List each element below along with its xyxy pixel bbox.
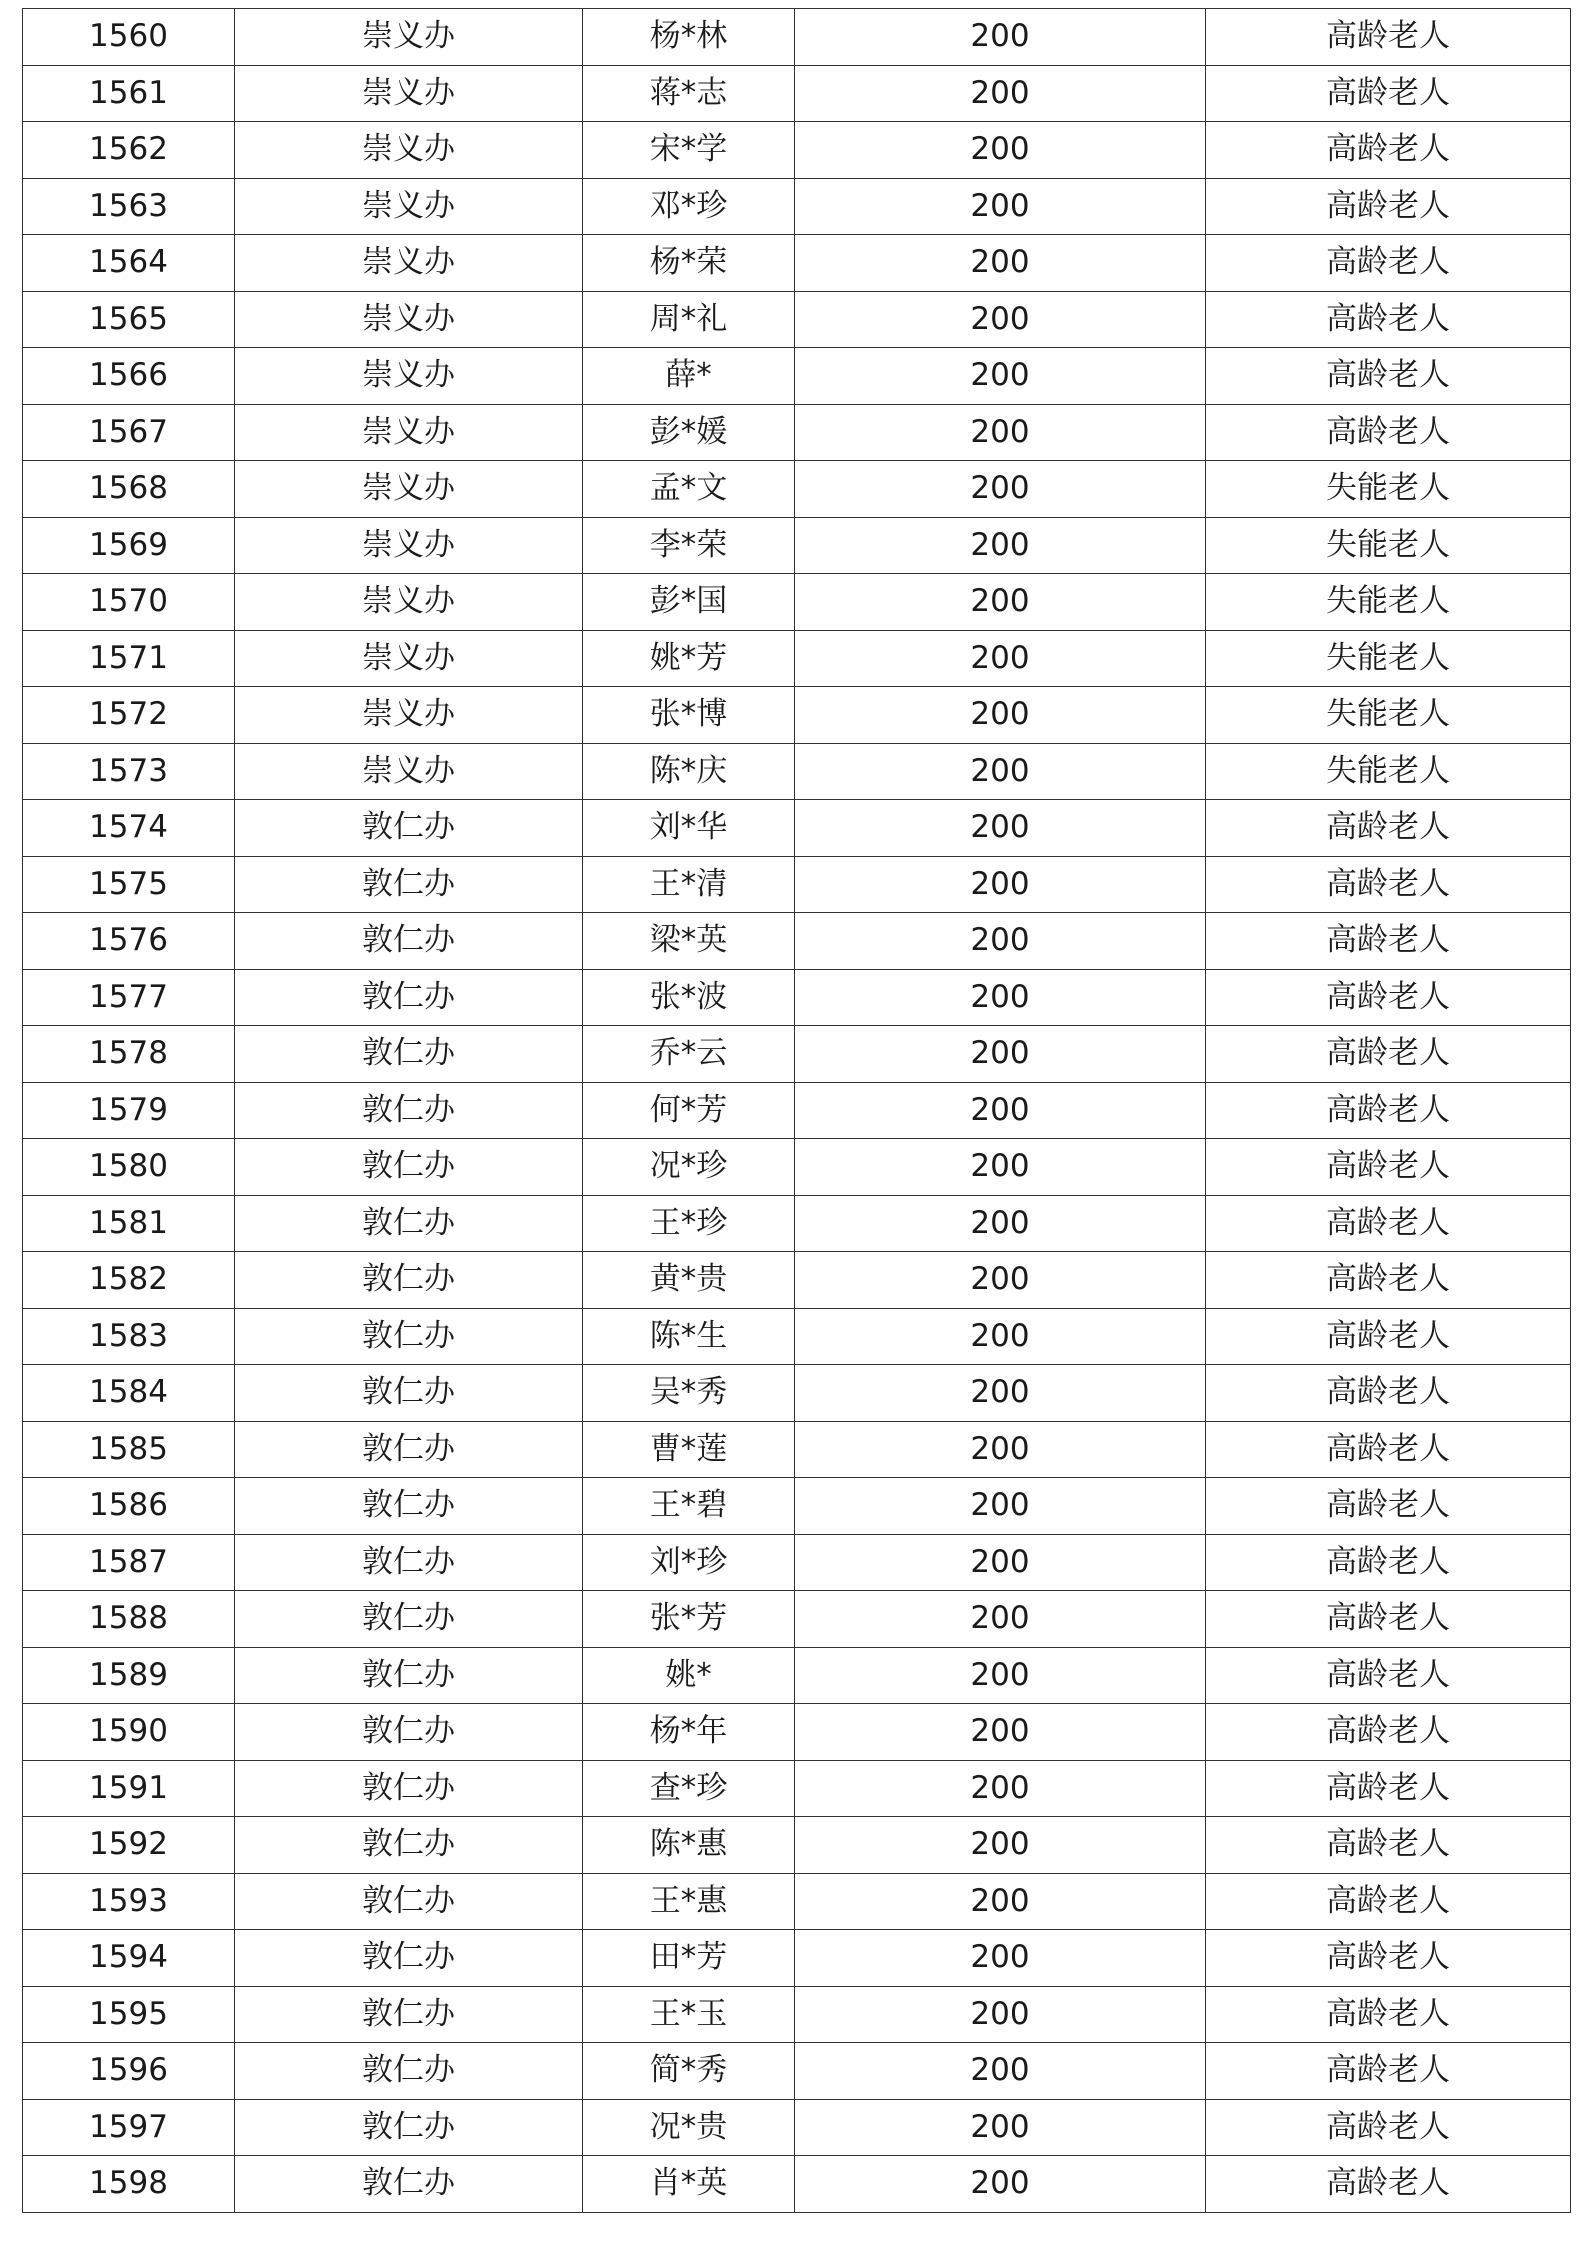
cell-person-name: 蒋*志 <box>583 65 795 122</box>
cell-serial-number: 1584 <box>23 1365 235 1422</box>
cell-amount: 200 <box>795 2156 1206 2213</box>
table-row <box>23 1704 1571 1761</box>
cell-person-name: 姚*芳 <box>583 630 795 687</box>
cell-serial-number: 1592 <box>23 1817 235 1874</box>
cell-serial-number: 1585 <box>23 1421 235 1478</box>
cell-serial-number: 1574 <box>23 800 235 857</box>
cell-person-name: 王*碧 <box>583 1478 795 1535</box>
cell-category: 高龄老人 <box>1206 2043 1571 2100</box>
cell-serial-number: 1572 <box>23 687 235 744</box>
cell-amount: 200 <box>795 517 1206 574</box>
table-row <box>23 574 1571 631</box>
cell-person-name: 薛* <box>583 348 795 405</box>
cell-office: 敦仁办 <box>235 1760 583 1817</box>
table-row <box>23 291 1571 348</box>
table-row <box>23 2099 1571 2156</box>
cell-person-name: 陈*惠 <box>583 1817 795 1874</box>
cell-category: 高龄老人 <box>1206 235 1571 292</box>
cell-serial-number: 1579 <box>23 1082 235 1139</box>
cell-category: 失能老人 <box>1206 517 1571 574</box>
cell-person-name: 黄*贵 <box>583 1252 795 1309</box>
cell-serial-number: 1565 <box>23 291 235 348</box>
cell-amount: 200 <box>795 1139 1206 1196</box>
cell-person-name: 吴*秀 <box>583 1365 795 1422</box>
table-row <box>23 1421 1571 1478</box>
cell-person-name: 彭*媛 <box>583 404 795 461</box>
cell-office: 崇义办 <box>235 630 583 687</box>
cell-office: 敦仁办 <box>235 2099 583 2156</box>
cell-serial-number: 1588 <box>23 1591 235 1648</box>
cell-serial-number: 1568 <box>23 461 235 518</box>
cell-amount: 200 <box>795 1930 1206 1987</box>
cell-person-name: 陈*生 <box>583 1308 795 1365</box>
cell-office: 敦仁办 <box>235 1195 583 1252</box>
cell-category: 高龄老人 <box>1206 2099 1571 2156</box>
cell-serial-number: 1563 <box>23 178 235 235</box>
table-row <box>23 1139 1571 1196</box>
table-row <box>23 1760 1571 1817</box>
cell-amount: 200 <box>795 1365 1206 1422</box>
cell-office: 敦仁办 <box>235 1139 583 1196</box>
cell-person-name: 刘*华 <box>583 800 795 857</box>
cell-office: 敦仁办 <box>235 1591 583 1648</box>
cell-amount: 200 <box>795 235 1206 292</box>
cell-office: 敦仁办 <box>235 856 583 913</box>
document-page <box>22 8 1570 2213</box>
cell-serial-number: 1586 <box>23 1478 235 1535</box>
cell-amount: 200 <box>795 178 1206 235</box>
cell-person-name: 宋*学 <box>583 122 795 179</box>
subsidy-roster-table <box>22 8 1571 2213</box>
table-row <box>23 1252 1571 1309</box>
cell-amount: 200 <box>795 630 1206 687</box>
table-row <box>23 743 1571 800</box>
cell-person-name: 邓*珍 <box>583 178 795 235</box>
cell-serial-number: 1593 <box>23 1873 235 1930</box>
table-body <box>23 9 1571 2213</box>
cell-category: 失能老人 <box>1206 743 1571 800</box>
cell-serial-number: 1583 <box>23 1308 235 1365</box>
table-row <box>23 65 1571 122</box>
cell-category: 高龄老人 <box>1206 1082 1571 1139</box>
cell-office: 崇义办 <box>235 291 583 348</box>
cell-serial-number: 1594 <box>23 1930 235 1987</box>
cell-person-name: 简*秀 <box>583 2043 795 2100</box>
cell-amount: 200 <box>795 913 1206 970</box>
table-row <box>23 1478 1571 1535</box>
cell-amount: 200 <box>795 348 1206 405</box>
cell-office: 崇义办 <box>235 178 583 235</box>
cell-office: 崇义办 <box>235 687 583 744</box>
cell-category: 高龄老人 <box>1206 178 1571 235</box>
cell-serial-number: 1591 <box>23 1760 235 1817</box>
cell-amount: 200 <box>795 1534 1206 1591</box>
table-row <box>23 1534 1571 1591</box>
cell-office: 敦仁办 <box>235 1082 583 1139</box>
cell-office: 崇义办 <box>235 461 583 518</box>
cell-serial-number: 1566 <box>23 348 235 405</box>
cell-category: 高龄老人 <box>1206 1817 1571 1874</box>
table-row <box>23 630 1571 687</box>
cell-serial-number: 1589 <box>23 1647 235 1704</box>
cell-amount: 200 <box>795 1082 1206 1139</box>
cell-serial-number: 1562 <box>23 122 235 179</box>
cell-serial-number: 1560 <box>23 9 235 66</box>
cell-person-name: 乔*云 <box>583 1026 795 1083</box>
cell-office: 敦仁办 <box>235 1421 583 1478</box>
cell-office: 敦仁办 <box>235 2043 583 2100</box>
cell-amount: 200 <box>795 1986 1206 2043</box>
cell-category: 高龄老人 <box>1206 122 1571 179</box>
cell-amount: 200 <box>795 1308 1206 1365</box>
cell-office: 敦仁办 <box>235 1534 583 1591</box>
cell-office: 敦仁办 <box>235 1704 583 1761</box>
table-row <box>23 1591 1571 1648</box>
cell-category: 高龄老人 <box>1206 856 1571 913</box>
cell-amount: 200 <box>795 1195 1206 1252</box>
cell-category: 高龄老人 <box>1206 1760 1571 1817</box>
cell-office: 敦仁办 <box>235 1365 583 1422</box>
cell-category: 失能老人 <box>1206 574 1571 631</box>
cell-amount: 200 <box>795 800 1206 857</box>
cell-amount: 200 <box>795 687 1206 744</box>
cell-amount: 200 <box>795 291 1206 348</box>
cell-person-name: 肖*英 <box>583 2156 795 2213</box>
table-row <box>23 1873 1571 1930</box>
cell-person-name: 姚* <box>583 1647 795 1704</box>
cell-office: 崇义办 <box>235 65 583 122</box>
table-row <box>23 1026 1571 1083</box>
cell-office: 敦仁办 <box>235 1026 583 1083</box>
cell-serial-number: 1577 <box>23 969 235 1026</box>
cell-category: 失能老人 <box>1206 687 1571 744</box>
table-row <box>23 517 1571 574</box>
cell-category: 高龄老人 <box>1206 913 1571 970</box>
cell-office: 崇义办 <box>235 517 583 574</box>
table-row <box>23 2156 1571 2213</box>
cell-category: 高龄老人 <box>1206 1591 1571 1648</box>
cell-person-name: 陈*庆 <box>583 743 795 800</box>
cell-person-name: 杨*荣 <box>583 235 795 292</box>
cell-office: 崇义办 <box>235 574 583 631</box>
cell-serial-number: 1571 <box>23 630 235 687</box>
cell-person-name: 查*珍 <box>583 1760 795 1817</box>
cell-amount: 200 <box>795 1591 1206 1648</box>
cell-office: 敦仁办 <box>235 1930 583 1987</box>
cell-office: 崇义办 <box>235 122 583 179</box>
cell-person-name: 梁*英 <box>583 913 795 970</box>
cell-amount: 200 <box>795 1478 1206 1535</box>
cell-category: 高龄老人 <box>1206 1195 1571 1252</box>
cell-serial-number: 1575 <box>23 856 235 913</box>
cell-category: 高龄老人 <box>1206 1421 1571 1478</box>
cell-person-name: 张*波 <box>583 969 795 1026</box>
cell-office: 敦仁办 <box>235 1252 583 1309</box>
cell-category: 高龄老人 <box>1206 1873 1571 1930</box>
cell-office: 敦仁办 <box>235 1873 583 1930</box>
cell-category: 高龄老人 <box>1206 1365 1571 1422</box>
cell-office: 崇义办 <box>235 9 583 66</box>
cell-category: 高龄老人 <box>1206 2156 1571 2213</box>
cell-amount: 200 <box>795 2099 1206 2156</box>
cell-serial-number: 1597 <box>23 2099 235 2156</box>
cell-person-name: 王*惠 <box>583 1873 795 1930</box>
cell-category: 失能老人 <box>1206 630 1571 687</box>
cell-amount: 200 <box>795 1760 1206 1817</box>
cell-office: 敦仁办 <box>235 1817 583 1874</box>
table-row <box>23 1195 1571 1252</box>
cell-amount: 200 <box>795 65 1206 122</box>
cell-office: 敦仁办 <box>235 800 583 857</box>
table-row <box>23 235 1571 292</box>
cell-category: 高龄老人 <box>1206 1139 1571 1196</box>
cell-amount: 200 <box>795 122 1206 179</box>
cell-serial-number: 1569 <box>23 517 235 574</box>
cell-person-name: 况*贵 <box>583 2099 795 2156</box>
cell-serial-number: 1576 <box>23 913 235 970</box>
cell-amount: 200 <box>795 1704 1206 1761</box>
cell-amount: 200 <box>795 574 1206 631</box>
cell-serial-number: 1590 <box>23 1704 235 1761</box>
cell-amount: 200 <box>795 856 1206 913</box>
cell-office: 崇义办 <box>235 743 583 800</box>
table-row <box>23 2043 1571 2100</box>
cell-office: 敦仁办 <box>235 913 583 970</box>
cell-serial-number: 1573 <box>23 743 235 800</box>
table-row <box>23 1986 1571 2043</box>
table-row <box>23 1082 1571 1139</box>
cell-office: 敦仁办 <box>235 2156 583 2213</box>
table-row <box>23 1647 1571 1704</box>
cell-category: 高龄老人 <box>1206 348 1571 405</box>
cell-person-name: 王*清 <box>583 856 795 913</box>
cell-category: 高龄老人 <box>1206 800 1571 857</box>
table-row <box>23 348 1571 405</box>
cell-office: 敦仁办 <box>235 1647 583 1704</box>
cell-category: 高龄老人 <box>1206 1026 1571 1083</box>
table-row <box>23 461 1571 518</box>
cell-category: 高龄老人 <box>1206 1252 1571 1309</box>
cell-serial-number: 1580 <box>23 1139 235 1196</box>
cell-amount: 200 <box>795 743 1206 800</box>
cell-amount: 200 <box>795 1421 1206 1478</box>
cell-person-name: 况*珍 <box>583 1139 795 1196</box>
cell-office: 敦仁办 <box>235 1308 583 1365</box>
cell-amount: 200 <box>795 9 1206 66</box>
cell-category: 高龄老人 <box>1206 404 1571 461</box>
cell-category: 高龄老人 <box>1206 9 1571 66</box>
cell-office: 崇义办 <box>235 348 583 405</box>
table-row <box>23 687 1571 744</box>
table-row <box>23 856 1571 913</box>
cell-category: 高龄老人 <box>1206 1930 1571 1987</box>
cell-amount: 200 <box>795 1026 1206 1083</box>
table-row <box>23 800 1571 857</box>
cell-person-name: 何*芳 <box>583 1082 795 1139</box>
cell-amount: 200 <box>795 461 1206 518</box>
table-row <box>23 1930 1571 1987</box>
cell-office: 崇义办 <box>235 235 583 292</box>
cell-category: 高龄老人 <box>1206 1986 1571 2043</box>
cell-serial-number: 1598 <box>23 2156 235 2213</box>
table-row <box>23 122 1571 179</box>
table-row <box>23 1817 1571 1874</box>
table-row <box>23 178 1571 235</box>
cell-office: 崇义办 <box>235 404 583 461</box>
cell-category: 高龄老人 <box>1206 969 1571 1026</box>
cell-amount: 200 <box>795 2043 1206 2100</box>
cell-serial-number: 1587 <box>23 1534 235 1591</box>
cell-amount: 200 <box>795 1647 1206 1704</box>
cell-person-name: 李*荣 <box>583 517 795 574</box>
cell-person-name: 刘*珍 <box>583 1534 795 1591</box>
table-row <box>23 9 1571 66</box>
cell-person-name: 王*珍 <box>583 1195 795 1252</box>
cell-office: 敦仁办 <box>235 1478 583 1535</box>
table-row <box>23 913 1571 970</box>
cell-person-name: 王*玉 <box>583 1986 795 2043</box>
cell-category: 高龄老人 <box>1206 1534 1571 1591</box>
cell-category: 高龄老人 <box>1206 291 1571 348</box>
cell-serial-number: 1561 <box>23 65 235 122</box>
cell-person-name: 张*博 <box>583 687 795 744</box>
cell-person-name: 杨*年 <box>583 1704 795 1761</box>
cell-serial-number: 1581 <box>23 1195 235 1252</box>
table-row <box>23 969 1571 1026</box>
cell-category: 高龄老人 <box>1206 1478 1571 1535</box>
cell-serial-number: 1564 <box>23 235 235 292</box>
cell-person-name: 周*礼 <box>583 291 795 348</box>
table-row <box>23 1365 1571 1422</box>
table-row <box>23 404 1571 461</box>
cell-amount: 200 <box>795 1252 1206 1309</box>
cell-serial-number: 1596 <box>23 2043 235 2100</box>
cell-office: 敦仁办 <box>235 1986 583 2043</box>
cell-person-name: 彭*国 <box>583 574 795 631</box>
cell-serial-number: 1570 <box>23 574 235 631</box>
cell-category: 高龄老人 <box>1206 1647 1571 1704</box>
cell-category: 高龄老人 <box>1206 1308 1571 1365</box>
cell-category: 失能老人 <box>1206 461 1571 518</box>
cell-office: 敦仁办 <box>235 969 583 1026</box>
table-row <box>23 1308 1571 1365</box>
cell-serial-number: 1578 <box>23 1026 235 1083</box>
cell-amount: 200 <box>795 969 1206 1026</box>
cell-serial-number: 1582 <box>23 1252 235 1309</box>
cell-person-name: 张*芳 <box>583 1591 795 1648</box>
cell-serial-number: 1567 <box>23 404 235 461</box>
cell-amount: 200 <box>795 1873 1206 1930</box>
cell-category: 高龄老人 <box>1206 1704 1571 1761</box>
cell-category: 高龄老人 <box>1206 65 1571 122</box>
cell-person-name: 田*芳 <box>583 1930 795 1987</box>
cell-person-name: 孟*文 <box>583 461 795 518</box>
cell-serial-number: 1595 <box>23 1986 235 2043</box>
cell-person-name: 曹*莲 <box>583 1421 795 1478</box>
cell-amount: 200 <box>795 1817 1206 1874</box>
cell-person-name: 杨*林 <box>583 9 795 66</box>
cell-amount: 200 <box>795 404 1206 461</box>
